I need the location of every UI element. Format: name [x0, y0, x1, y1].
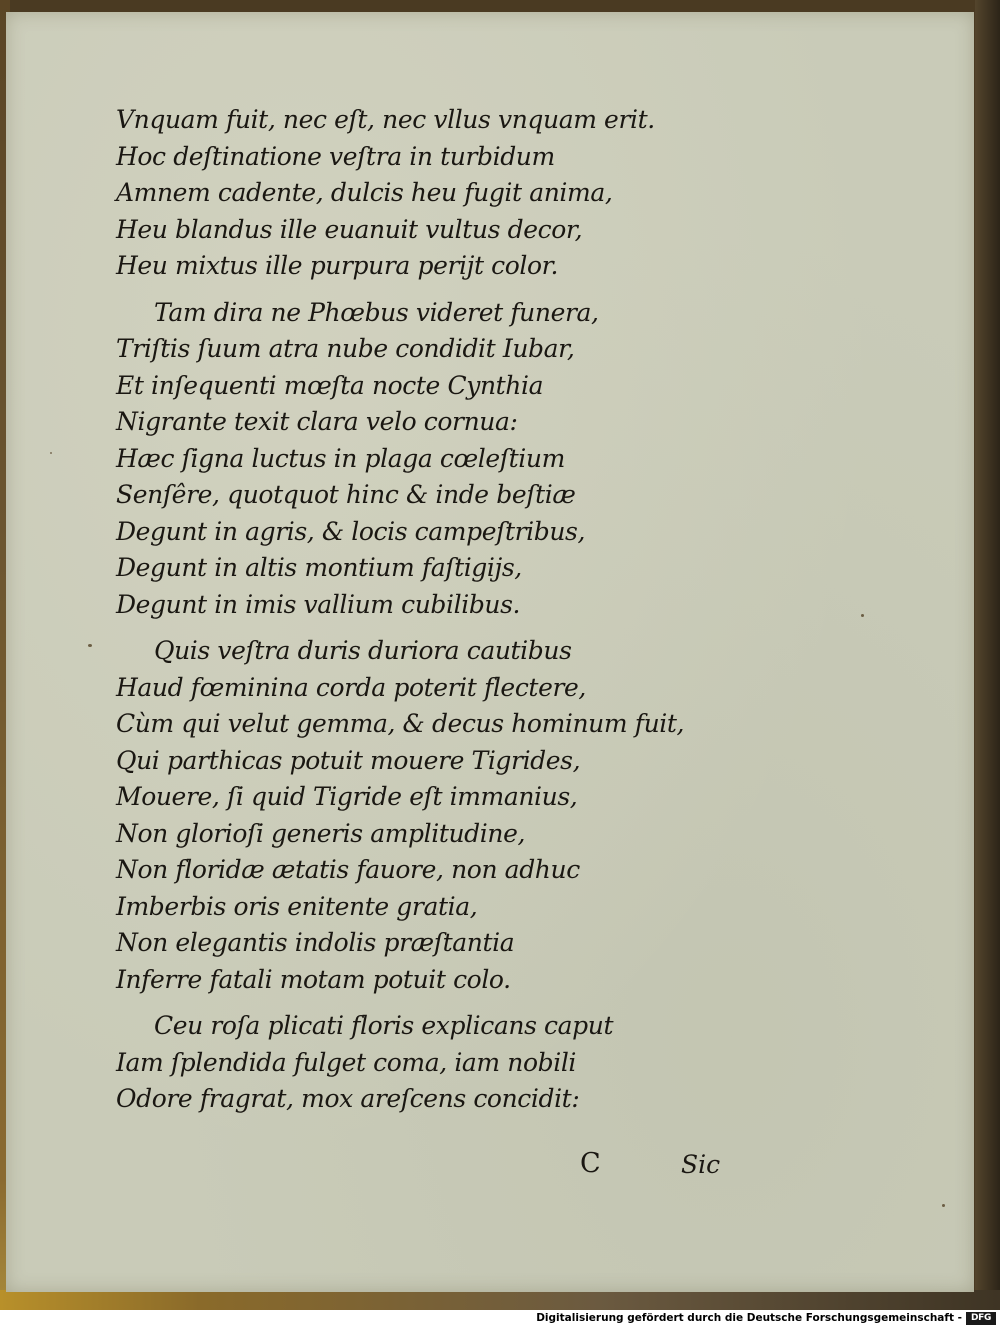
ink-speck [942, 1204, 945, 1207]
stanza [116, 1008, 716, 1118]
verse-line: Cùm qui velut gemma, & decus hominum fuit, [116, 709, 685, 738]
catchword: Sic [681, 1150, 721, 1179]
verse-line: Senſêre, quotquot hinc & inde beſtiæ [116, 480, 576, 509]
verse-line: Degunt in agris, & locis campeſtribus, [116, 516, 586, 546]
verse-line: Nigrante texit clara velo cornua: [116, 407, 518, 436]
verse-line: Iam ſplendida fulget coma, iam nobili [116, 1047, 577, 1077]
verse-line: Quis veſtra duris duriora cautibus [154, 636, 572, 665]
verse-line: Inferre fatali motam potuit colo. [116, 964, 511, 994]
verse-line: Degunt in imis vallium cubilibus. [116, 589, 521, 619]
verse-line: Haud fœminina corda poterit flectere, [116, 672, 586, 702]
verse-line: Non floridæ ætatis fauore, non adhuc [116, 855, 580, 884]
funding-credit: Digitalisierung gefördert durch die Deutsche Forschungsgemeinschaft - [536, 1312, 962, 1324]
verse-line: Vnquam fuit, nec eſt, nec vllus vnquam erit. [116, 105, 655, 134]
verse-line: Heu blandus ille euanuit vultus decor, [116, 214, 583, 244]
ink-speck [861, 614, 864, 617]
verse-line: Degunt in altis montium faſtigijs, [116, 553, 522, 582]
poem-text [116, 102, 716, 1128]
verse-line: Tam dira ne Phœbus videret funera, [154, 297, 599, 327]
signature-mark: C [580, 1148, 601, 1179]
verse-line: Qui parthicas potuit mouere Tigrides, [116, 745, 581, 775]
book-edge-bottom [0, 1290, 1000, 1310]
verse-line: Hæc ſigna luctus in plaga cœleſtium [116, 443, 565, 473]
verse-line: Non glorioſi generis amplitudine, [116, 818, 526, 848]
verse-line: Ceu roſa plicati floris explicans caput [154, 1011, 614, 1040]
dfg-logo: DFG [966, 1312, 996, 1325]
stanza [116, 295, 716, 624]
verse-line: Imberbis oris enitente gratia, [116, 891, 478, 921]
stanza [116, 633, 716, 998]
footer-bar [0, 1310, 1000, 1328]
book-edge-right [975, 0, 1000, 1310]
verse-line: Non elegantis indolis præſtantia [116, 928, 515, 957]
verse-line: Odore fragrat, mox areſcens concidit: [116, 1084, 580, 1113]
book-page [6, 12, 974, 1292]
verse-line: Et inſequenti mœſta nocte Cynthia [116, 370, 544, 400]
verse-line: Hoc deſtinatione veſtra in turbidum [116, 141, 555, 171]
ink-speck [88, 644, 92, 647]
verse-line: Triſtis ſuum atra nube condidit Iubar, [116, 334, 575, 363]
verse-line: Heu mixtus ille purpura perijt color. [116, 251, 558, 280]
verse-line: Mouere, ſi quid Tigride eſt immanius, [116, 782, 578, 811]
ink-speck [50, 452, 52, 454]
verse-line: Amnem cadente, dulcis heu fugit anima, [116, 178, 613, 207]
stanza [116, 102, 716, 285]
